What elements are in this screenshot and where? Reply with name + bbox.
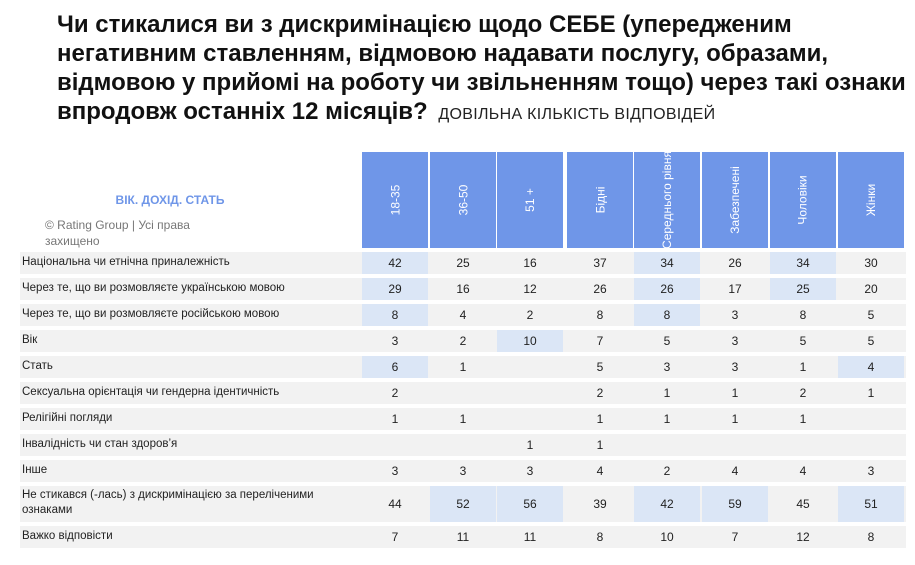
table-cell: 5 (596, 360, 604, 374)
column-header-2 (430, 152, 496, 248)
table-cell: 11 (456, 530, 470, 544)
table-cell: 2 (663, 464, 671, 478)
table-cell: 12 (796, 530, 810, 544)
table-cell: 5 (663, 334, 671, 348)
column-header-6 (702, 152, 768, 248)
table-cell (430, 382, 496, 404)
title-text: Чи стикалися ви з дискримінацією щодо СЕБЕ (упередженим негативним ставленням, відмовою надавати послугу, образами, відмовою у прийомі на роботу чи звільненням тощо) через такі ознаки впродовж останніх 12 місяців? (57, 11, 906, 125)
table-cell: 1 (799, 360, 807, 374)
table-cell (362, 434, 428, 456)
table-cell: 8 (867, 530, 875, 544)
table-cell (702, 434, 768, 456)
table-cell: 1 (867, 386, 875, 400)
table-cell: 2 (526, 308, 534, 322)
table-cell: 8 (634, 304, 700, 326)
table-cell: 29 (362, 278, 428, 300)
table-cell: 8 (799, 308, 807, 322)
table-cell: 34 (634, 252, 700, 274)
table-cell: 4 (596, 464, 604, 478)
table-cell (838, 408, 904, 430)
column-header-7 (770, 152, 836, 248)
table-cell: 39 (593, 497, 607, 511)
table-cell: 5 (867, 334, 875, 348)
table-cell (634, 434, 700, 456)
table-cell: 1 (526, 438, 534, 452)
table-cell: 8 (362, 304, 428, 326)
table-cell: 44 (388, 497, 402, 511)
table-cell (497, 356, 563, 378)
table-cell: 30 (864, 256, 878, 270)
row-label: Стать (22, 360, 53, 372)
table-cell: 1 (596, 438, 604, 452)
row-label: Не стикався (-лась) з дискримінацією за переліченими ознаками (22, 489, 314, 516)
table-cell: 3 (731, 308, 739, 322)
column-header-label: Забезпечені (728, 166, 743, 234)
table-cell: 7 (596, 334, 604, 348)
table-cell: 3 (526, 464, 534, 478)
table-cell: 3 (459, 464, 467, 478)
table-cell: 7 (731, 530, 739, 544)
table-cell: 10 (660, 530, 674, 544)
table-cell: 12 (523, 282, 537, 296)
column-header-5 (634, 152, 700, 248)
table-cell: 11 (523, 530, 537, 544)
table-cell: 3 (391, 464, 399, 478)
column-header-8 (838, 152, 904, 248)
table-cell: 42 (362, 252, 428, 274)
table-cell: 25 (456, 256, 470, 270)
table-cell: 59 (702, 486, 768, 522)
row-label: Інвалідність чи стан здоров’я (22, 438, 178, 450)
column-header-label: Бідні (593, 186, 607, 214)
table-cell: 56 (497, 486, 563, 522)
table-cell: 25 (770, 278, 836, 300)
table-cell: 26 (728, 256, 742, 270)
row-label: Інше (22, 464, 48, 476)
table-cell: 7 (391, 530, 399, 544)
table-cell: 1 (799, 412, 807, 426)
table-cell: 5 (799, 334, 807, 348)
column-header-label: Середнього рівня (660, 151, 675, 249)
table-cell: 37 (593, 256, 607, 270)
table-cell: 17 (728, 282, 742, 296)
table-cell: 1 (663, 412, 671, 426)
table-cell: 51 (838, 486, 904, 522)
row-label: Через те, що ви розмовляєте російською мовою (22, 308, 280, 320)
table-cell: 8 (596, 530, 604, 544)
column-header-label: 51 + (522, 188, 537, 212)
table-cell: 4 (838, 356, 904, 378)
table-cell: 10 (497, 330, 563, 352)
column-header-label: 18-35 (387, 184, 402, 216)
copyright-text: © Rating Group | Усі права захищено (45, 218, 190, 248)
table-cell: 26 (634, 278, 700, 300)
row-label: Важко відповісти (22, 530, 113, 542)
table-cell: 45 (796, 497, 810, 511)
table-cell: 16 (523, 256, 537, 270)
table-cell: 1 (731, 386, 739, 400)
table-cell: 2 (459, 334, 467, 348)
table-cell (430, 434, 496, 456)
column-header-1 (362, 152, 428, 248)
table-cell (838, 434, 904, 456)
table-cell: 1 (596, 412, 604, 426)
row-label: Через те, що ви розмовляєте українською мовою (22, 282, 285, 294)
row-label: Вік (22, 334, 38, 346)
table-cell: 8 (596, 308, 604, 322)
table-cell: 3 (731, 334, 739, 348)
table-cell (497, 382, 563, 404)
table-cell: 52 (430, 486, 496, 522)
column-header-label: Жінки (863, 183, 878, 217)
table-cell (497, 408, 563, 430)
row-label: Сексуальна орієнтація чи гендерна ідентичність (22, 386, 280, 398)
table-cell: 4 (731, 464, 739, 478)
table-cell: 42 (634, 486, 700, 522)
table-cell: 6 (362, 356, 428, 378)
table-cell: 1 (459, 412, 467, 426)
table-cell: 3 (391, 334, 399, 348)
table-cell: 3 (663, 360, 671, 374)
chart-subtitle: ДОВІЛЬНА КІЛЬКІСТЬ ВІДПОВІДЕЙ (438, 106, 716, 123)
row-label: Національна чи етнічна приналежність (22, 256, 230, 268)
table-cell: 26 (593, 282, 607, 296)
chart-title (57, 10, 907, 129)
table-cell: 2 (799, 386, 807, 400)
side-label: ВІК. ДОХІД. СТАТЬ (115, 193, 225, 207)
table-cell: 1 (391, 412, 399, 426)
table-cell: 1 (731, 412, 739, 426)
table-cell: 20 (864, 282, 878, 296)
table-cell: 4 (459, 308, 467, 322)
table-cell: 3 (731, 360, 739, 374)
table-cell: 2 (391, 386, 399, 400)
table-cell: 2 (596, 386, 604, 400)
table-cell: 1 (663, 386, 671, 400)
column-header-label: Чоловіки (796, 175, 810, 225)
row-label: Релігійні погляди (22, 412, 113, 424)
table-cell: 34 (770, 252, 836, 274)
table-cell (770, 434, 836, 456)
table-cell: 5 (867, 308, 875, 322)
table-cell: 16 (456, 282, 470, 296)
table-cell: 1 (459, 360, 467, 374)
table-cell: 3 (867, 464, 875, 478)
column-header-4 (567, 152, 633, 248)
column-header-3 (497, 152, 563, 248)
column-header-label: 36-50 (455, 184, 470, 216)
table-cell: 4 (799, 464, 807, 478)
